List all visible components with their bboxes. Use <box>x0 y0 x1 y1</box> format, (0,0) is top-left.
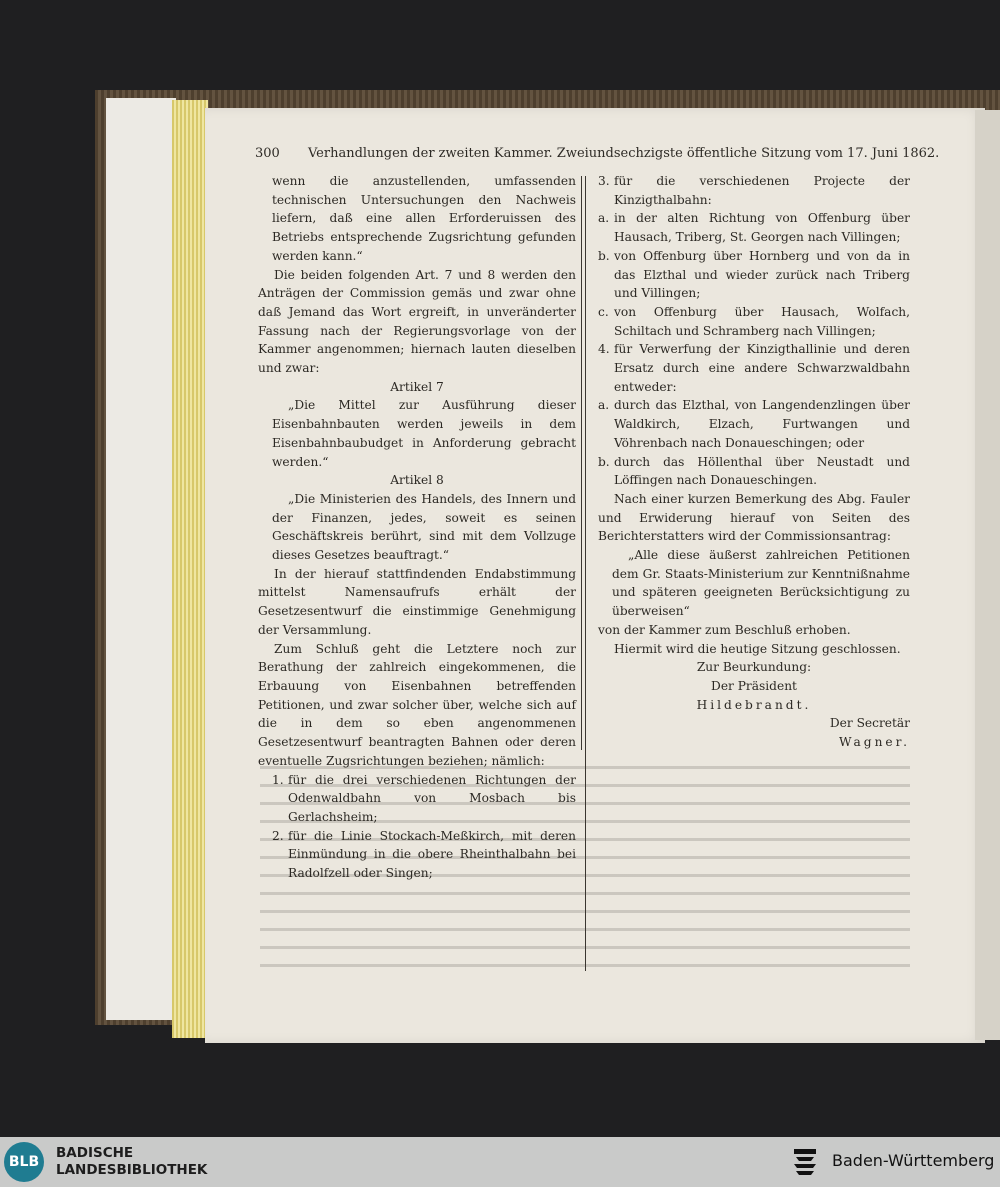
paragraph: von der Kammer zum Beschluß erhoben. <box>598 622 851 637</box>
secretary-name: Wagner. <box>839 735 910 750</box>
page-header <box>255 146 940 161</box>
page-number: 300 <box>255 146 280 161</box>
list-text: durch das Höllenthal über Neustadt und Löffingen nach Donaueschingen. <box>614 454 910 488</box>
list-text: von Offenburg über Hornberg und von da in das Elzthal und wieder zurück nach Triberg und Villingen; <box>614 248 910 301</box>
footer-bar <box>0 1137 1000 1187</box>
library-name-line2: LANDESBIBLIOTHEK <box>56 1162 208 1178</box>
article-heading: Artikel 8 <box>390 473 444 488</box>
list-item <box>598 303 910 340</box>
list-item <box>258 827 576 883</box>
list-marker: c. <box>598 304 609 319</box>
flyleaf <box>106 98 176 1020</box>
article-heading: Artikel 7 <box>390 379 444 394</box>
state-name[interactable]: Baden-Württemberg <box>832 1151 995 1170</box>
list-item <box>598 396 910 452</box>
library-name[interactable] <box>56 1145 207 1179</box>
list-marker: 1. <box>272 772 284 787</box>
list-text: für die verschiedenen Projecte der Kinzigthalbahn: <box>614 174 910 207</box>
list-text: durch das Elzthal, von Langendenzlingen über Waldkirch, Elzach, Furtwangen und Vöhrenbach nach Donaueschingen; oder <box>614 398 910 450</box>
list-text: für die Linie Stockach-Meßkirch, mit deren Einmündung in die obere Rheinthalbahn bei Radolfzell oder Singen; <box>288 828 576 881</box>
list-marker: 2. <box>272 828 284 843</box>
list-marker: 3. <box>598 174 610 188</box>
running-title: Verhandlungen der zweiten Kammer. Zweiundsechzigste öffentliche Sitzung vom 17. Juni 1862. <box>307 146 940 161</box>
secretary-title: Der Secretär <box>829 716 910 731</box>
paragraph: wenn die anzustellenden, umfassenden technischen Untersuchungen den Nachweis liefern, daß eine allen Erforderuissen des Betriebs entsprechende Zugsrichtung gefunden werden kann.“ <box>272 174 576 263</box>
right-column <box>598 172 910 752</box>
list-marker: b. <box>598 454 610 469</box>
list-marker: a. <box>598 398 610 413</box>
paragraph: In der hierauf stattfindenden Endabstimmung mittelst Namensaufrufs erhält der Gesetzesentwurf die einstimmige Genehmigung der Versammlung. <box>258 566 576 637</box>
list-item <box>598 209 910 246</box>
certification: Zur Beurkundung: <box>696 660 812 675</box>
paragraph: Hiermit wird die heutige Sitzung geschlossen. <box>614 641 901 656</box>
list-marker: a. <box>598 211 610 226</box>
list-text: von Offenburg über Hausach, Wolfach, Schiltach und Schramberg nach Villingen; <box>614 304 910 338</box>
list-marker: 4. <box>598 342 610 357</box>
page-edges <box>172 100 208 1038</box>
list-item <box>258 771 576 827</box>
quote: „Alle diese äußerst zahlreichen Petitionen dem Gr. Staats-Ministerium zur Kenntnißnahme und späteren geeigneten Berücksichtigung zu überweisen“ <box>612 548 910 619</box>
paragraph: Nach einer kurzen Bemerkung des Abg. Fauler und Erwiderung hierauf von Seiten des Berichterstatters wird der Commissionsantrag: <box>598 491 910 544</box>
article-text: „Die Ministerien des Handels, des Innern und der Finanzen, jedes, soweit es seinen Geschäftskreis berührt, sind mit dem Vollzuge dieses Gesetzes beauftragt.“ <box>272 491 576 563</box>
library-name-line1: BADISCHE <box>56 1145 134 1161</box>
column-divider <box>581 176 582 750</box>
lions-coat-of-arms-icon <box>790 1145 820 1179</box>
paragraph: Zum Schluß geht die Letztere noch zur Berathung der zahlreich eingekommenen, die Erbauung von Eisenbahnen betreffenden Petitionen, und zwar solcher über, welche sich auf die in dem so eben angenommenen Gesetzesentwurf beantragten Bahnen oder deren eventuelle Zugsrichtungen beziehen; nämlich: <box>258 641 576 768</box>
paragraph: Die beiden folgenden Art. 7 und 8 werden den Anträgen der Commission gemäs und zwar ohne daß Jemand das Wort ergreift, in unveränderter Fassung nach der Regierungsvorlage von der Kammer angenommen; hiernach lauten dieselben und zwar: <box>258 267 576 376</box>
left-column <box>258 172 576 883</box>
list-marker: b. <box>598 248 610 263</box>
list-text: für die drei verschiedenen Richtungen der Odenwaldbahn von Mosbach bis Gerlachsheim; <box>288 772 576 824</box>
blb-logo[interactable]: BLB <box>4 1142 44 1182</box>
list-item <box>598 247 910 303</box>
president-title: Der Präsident <box>711 678 797 693</box>
facing-page-edge <box>975 110 1000 1040</box>
list-item <box>598 172 910 209</box>
list-item <box>598 340 910 396</box>
list-item <box>598 453 910 490</box>
article-text: „Die Mittel zur Ausführung dieser Eisenbahnbauten werden jeweils in dem Eisenbahnbaubudget in Anforderung gebracht werden.“ <box>272 398 576 469</box>
list-text: für Verwerfung der Kinzigthallinie und deren Ersatz durch eine andere Schwarzwaldbahn entweder: <box>614 342 910 394</box>
column-divider-lower <box>585 176 586 971</box>
list-text: in der alten Richtung von Offenburg über Hausach, Triberg, St. Georgen nach Villingen; <box>614 211 910 245</box>
president-name: Hildebrandt. <box>696 697 812 712</box>
